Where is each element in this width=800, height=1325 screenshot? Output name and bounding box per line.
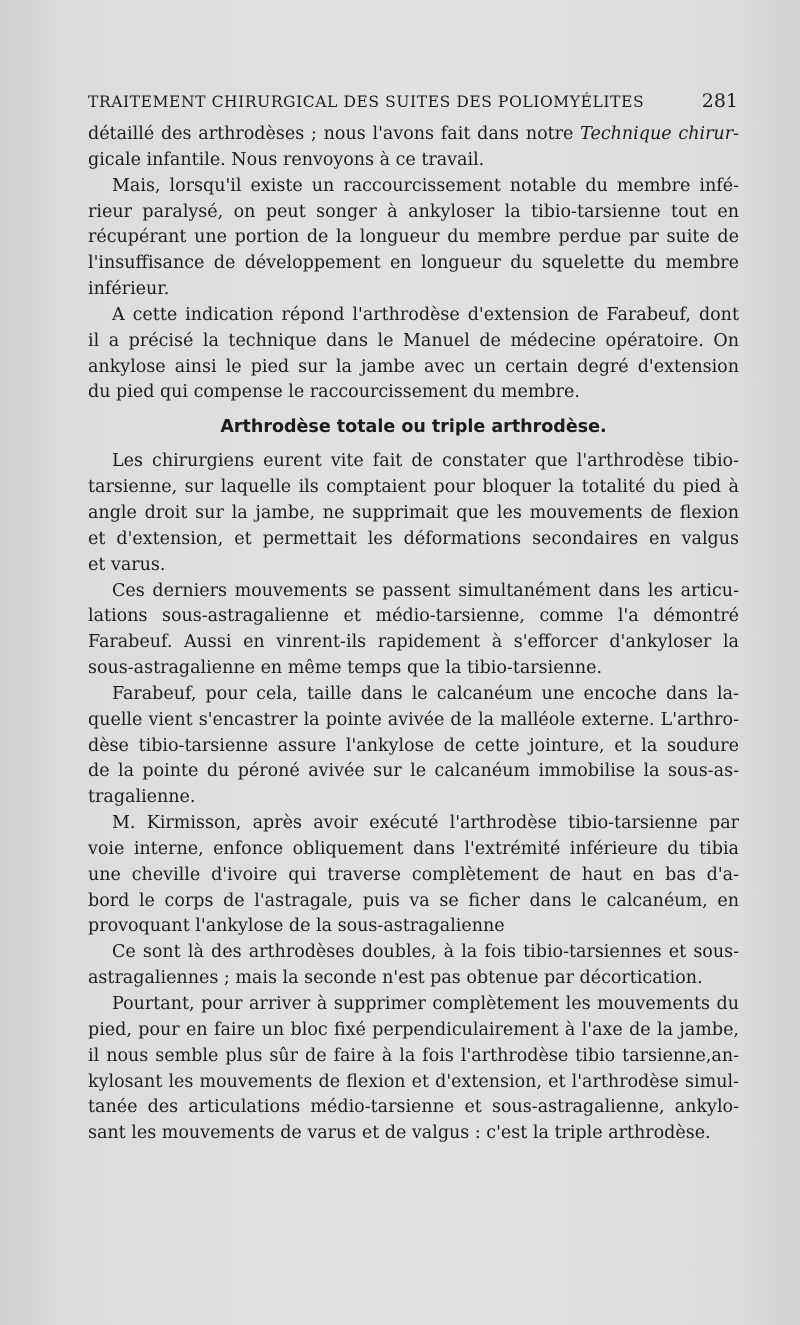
running-head: TRAITEMENT CHIRURGICAL DES SUITES DES POLIOMYÉLITES — [88, 93, 645, 111]
text-line: une cheville d'ivoire qui traverse complètement de haut en bas d'a- — [88, 864, 739, 885]
text-line: récupérant une portion de la longueur du membre perdue par suite de — [88, 227, 739, 248]
paragraph — [88, 682, 739, 811]
text-line: inférieur. — [88, 279, 170, 300]
paragraph — [88, 303, 739, 406]
text-line: lations sous-astragalienne et médio-tarsienne, comme l'a démontré — [88, 606, 739, 627]
page-number: 281 — [701, 90, 738, 112]
text-line: et varus. — [88, 554, 166, 575]
text-line: de la pointe du péroné avivée sur le calcanéum immobilise la sous-as- — [88, 761, 739, 782]
paragraph — [88, 940, 739, 992]
text-line: A cette indication répond l'arthrodèse d'extension de Farabeuf, dont — [112, 304, 739, 325]
text-line: il a précisé la technique dans le Manuel de médecine opératoire. On — [88, 330, 739, 351]
text-line: sant les mouvements de varus et de valgus : c'est la triple arthrodèse. — [88, 1123, 711, 1144]
paragraph — [88, 174, 739, 303]
text-line: Farabeuf, pour cela, taille dans le calcanéum une encoche dans la- — [112, 683, 739, 704]
paragraph — [88, 449, 739, 578]
text-line: ankylose ainsi le pied sur la jambe avec un certain degré d'extension — [88, 356, 739, 377]
text-line: Farabeuf. Aussi en vinrent-ils rapidement à s'efforcer d'ankyloser la — [88, 632, 739, 653]
text-line: tragalienne. — [88, 787, 196, 808]
text-line: kylosant les mouvements de flexion et d'extension, et l'arthrodèse simul- — [88, 1071, 739, 1092]
paragraph — [88, 811, 739, 940]
body-text — [88, 122, 739, 1147]
paragraph — [88, 122, 739, 174]
text-line: Ces derniers mouvements se passent simultanément dans les articu- — [112, 580, 739, 601]
paragraph — [88, 992, 739, 1147]
text-line: tarsienne, sur laquelle ils comptaient pour bloquer la totalité du pied à — [88, 477, 739, 498]
text-line: astragaliennes ; mais la seconde n'est pas obtenue par décortication. — [88, 968, 703, 989]
text-line: tanée des articulations médio-tarsienne et sous-astragalienne, ankylo- — [88, 1097, 739, 1118]
text-line: l'insuffisance de développement en longueur du squelette du membre — [88, 253, 739, 274]
text-line: gicale infantile. Nous renvoyons à ce travail. — [88, 149, 485, 170]
text-line: il nous semble plus sûr de faire à la fois l'arthrodèse tibio tarsienne,an- — [88, 1045, 739, 1066]
text-line: bord le corps de l'astragale, puis va se ficher dans le calcanéum, en — [88, 890, 739, 911]
section-heading: Arthrodèse totale ou triple arthrodèse. — [220, 417, 607, 438]
text-line: du pied qui compense le raccourcissement du membre. — [88, 382, 580, 403]
text-line: dèse tibio-tarsienne assure l'ankylose de cette jointure, et la soudure — [88, 735, 739, 756]
text-line: et d'extension, et permettait les déformations secondaires en valgus — [88, 528, 739, 549]
paragraph — [88, 579, 739, 682]
page-header — [88, 90, 738, 112]
text-line: Les chirurgiens eurent vite fait de constater que l'arthrodèse tibio- — [112, 451, 739, 472]
text-line: pied, pour en faire un bloc fixé perpendiculairement à l'axe de la jambe, — [88, 1019, 739, 1040]
text-line: sous-astragalienne en même temps que la tibio-tarsienne. — [88, 658, 603, 679]
text-line: Mais, lorsqu'il existe un raccourcissement notable du membre infé- — [112, 175, 739, 196]
text-line: Ce sont là des arthrodèses doubles, à la fois tibio-tarsiennes et sous- — [112, 942, 739, 963]
text-line: rieur paralysé, on peut songer à ankyloser la tibio-tarsienne tout en — [88, 201, 739, 222]
text-line: provoquant l'ankylose de la sous-astragalienne — [88, 916, 505, 937]
text-line: angle droit sur la jambe, ne supprimait que les mouvements de flexion — [88, 502, 739, 523]
text-line: quelle vient s'encastrer la pointe avivée de la malléole externe. L'arthro- — [88, 709, 739, 730]
text-line: détaillé des arthrodèses ; nous l'avons fait dans notre Technique chirur- — [88, 124, 739, 144]
text-line: voie interne, enfonce obliquement dans l'extrémité inférieure du tibia — [88, 838, 739, 859]
text-line: Pourtant, pour arriver à supprimer complètement les mouvements du — [112, 994, 739, 1014]
text-line: M. Kirmisson, après avoir exécuté l'arthrodèse tibio-tarsienne par — [112, 813, 739, 834]
